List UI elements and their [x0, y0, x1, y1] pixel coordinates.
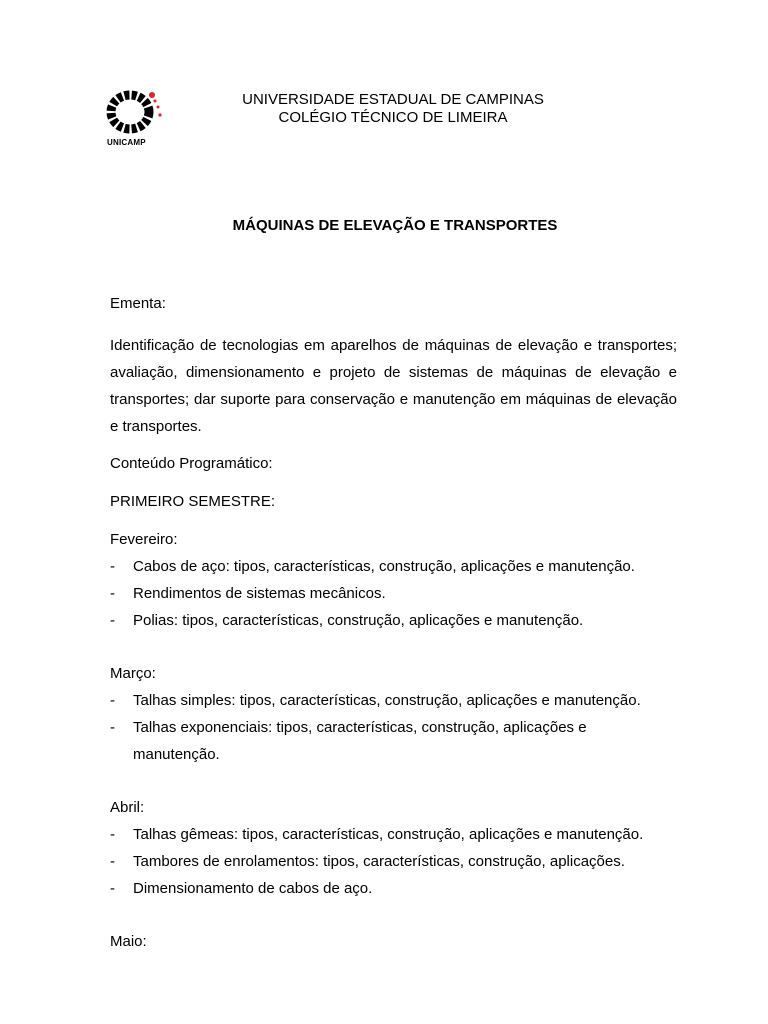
list-item-text: Talhas gêmeas: tipos, características, construção, aplicações e manutenção. [133, 826, 644, 843]
list-item-text: Rendimentos de sistemas mecânicos. [133, 585, 386, 602]
list-item-text: Tambores de enrolamentos: tipos, características, construção, aplicações. [133, 853, 625, 870]
list-item [110, 875, 677, 902]
semester-label: PRIMEIRO SEMESTRE: [110, 493, 276, 510]
university-name: UNIVERSIDADE ESTADUAL DE CAMPINAS [242, 91, 544, 108]
list-item-text: Talhas simples: tipos, características, construção, aplicações e manutenção. [133, 692, 641, 709]
month-label: Março: [110, 665, 156, 682]
bullet-dash: - [110, 585, 115, 602]
bullet-dash: - [110, 612, 115, 629]
month-label: Abril: [110, 799, 145, 816]
ementa-text: Identificação de tecnologias em aparelhos de máquinas de elevação e transportes; avaliação, dimensionamento e projeto de sistemas de máquinas de elevação e transportes; dar suporte para conservação e manutenção em máquinas de elevação e transportes. [110, 337, 677, 435]
list-item [110, 580, 677, 607]
document-title: MÁQUINAS DE ELEVAÇÃO E TRANSPORTES [232, 217, 558, 234]
college-name: COLÉGIO TÉCNICO DE LIMEIRA [278, 109, 508, 126]
list-item [110, 848, 677, 875]
document-body [110, 294, 677, 952]
bullet-dash: - [110, 826, 115, 843]
list-item [110, 553, 677, 580]
list-item-text: Talhas exponenciais: tipos, características, construção, aplicações e manutenção. [133, 719, 587, 763]
conteudo-label: Conteúdo Programático: [110, 455, 273, 472]
bullet-dash: - [110, 853, 115, 870]
bullet-dash: - [110, 692, 115, 709]
bullet-dash: - [110, 880, 115, 897]
bullet-dash: - [110, 719, 115, 736]
bullet-dash: - [110, 558, 115, 575]
list-item-text: Polias: tipos, características, construção, aplicações e manutenção. [133, 612, 584, 629]
month-label: Fevereiro: [110, 531, 178, 548]
list-item [110, 821, 677, 848]
list-item [110, 607, 677, 634]
ementa-label: Ementa: [110, 295, 166, 312]
list-item-text: Dimensionamento de cabos de aço. [133, 880, 373, 897]
list-item-text: Cabos de aço: tipos, características, construção, aplicações e manutenção. [133, 558, 635, 575]
list-item [110, 687, 677, 714]
logo-text: UNICAMP [107, 138, 146, 147]
month-label: Maio: [110, 933, 147, 950]
list-item [110, 714, 677, 768]
